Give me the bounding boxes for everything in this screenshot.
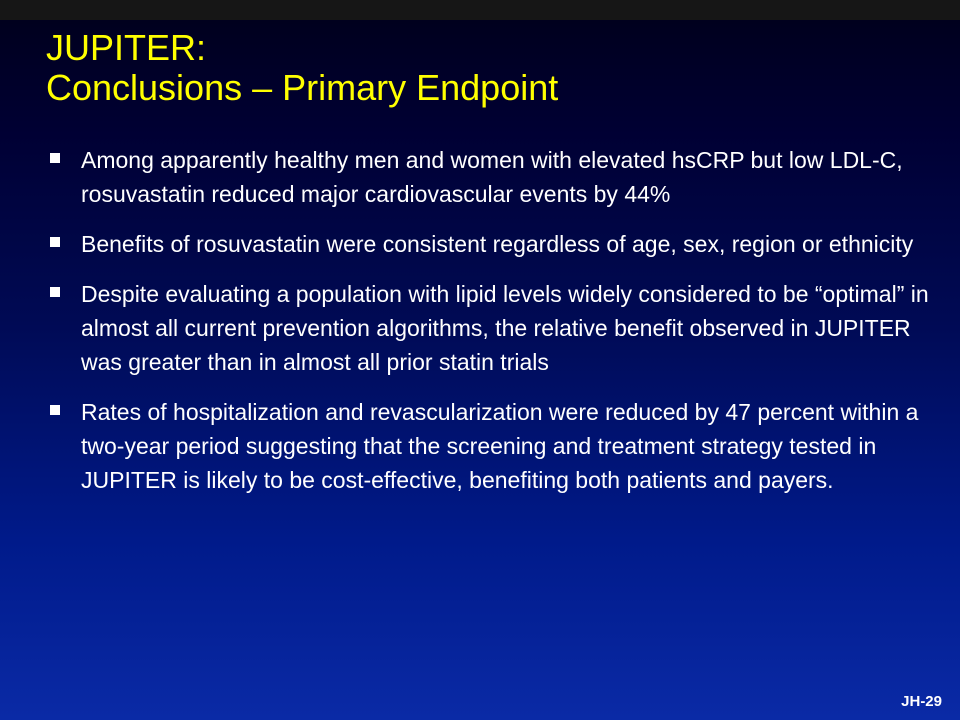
top-bar	[0, 0, 960, 20]
square-bullet-icon	[50, 405, 60, 415]
bullet-text: Rates of hospitalization and revascularization were reduced by 47 percent within a two-year period suggesting that the screening and treatment strategy tested in JUPITER is likely to be cost-effective, benefiting both patients and payers.	[81, 399, 919, 493]
bullet-item	[50, 143, 930, 211]
bullet-text: Benefits of rosuvastatin were consistent regardless of age, sex, region or ethnicity	[81, 231, 914, 257]
bullet-list	[50, 143, 930, 513]
square-bullet-icon	[50, 237, 60, 247]
square-bullet-icon	[50, 287, 60, 297]
bullet-text: Despite evaluating a population with lipid levels widely considered to be “optimal” in almost all current prevention algorithms, the relative benefit observed in JUPITER was greater than in almost all prior statin trials	[81, 281, 929, 375]
bullet-item	[50, 395, 930, 497]
title-line-1: JUPITER:	[46, 27, 207, 68]
square-bullet-icon	[50, 153, 60, 163]
bullet-text: Among apparently healthy men and women with elevated hsCRP but low LDL-C, rosuvastatin reduced major cardiovascular events by 44%	[81, 147, 903, 207]
slide-title	[46, 28, 558, 108]
bullet-item	[50, 227, 930, 261]
title-line-2: Conclusions – Primary Endpoint	[46, 67, 559, 108]
bullet-item	[50, 277, 930, 379]
slide-number: JH-29	[901, 693, 942, 710]
